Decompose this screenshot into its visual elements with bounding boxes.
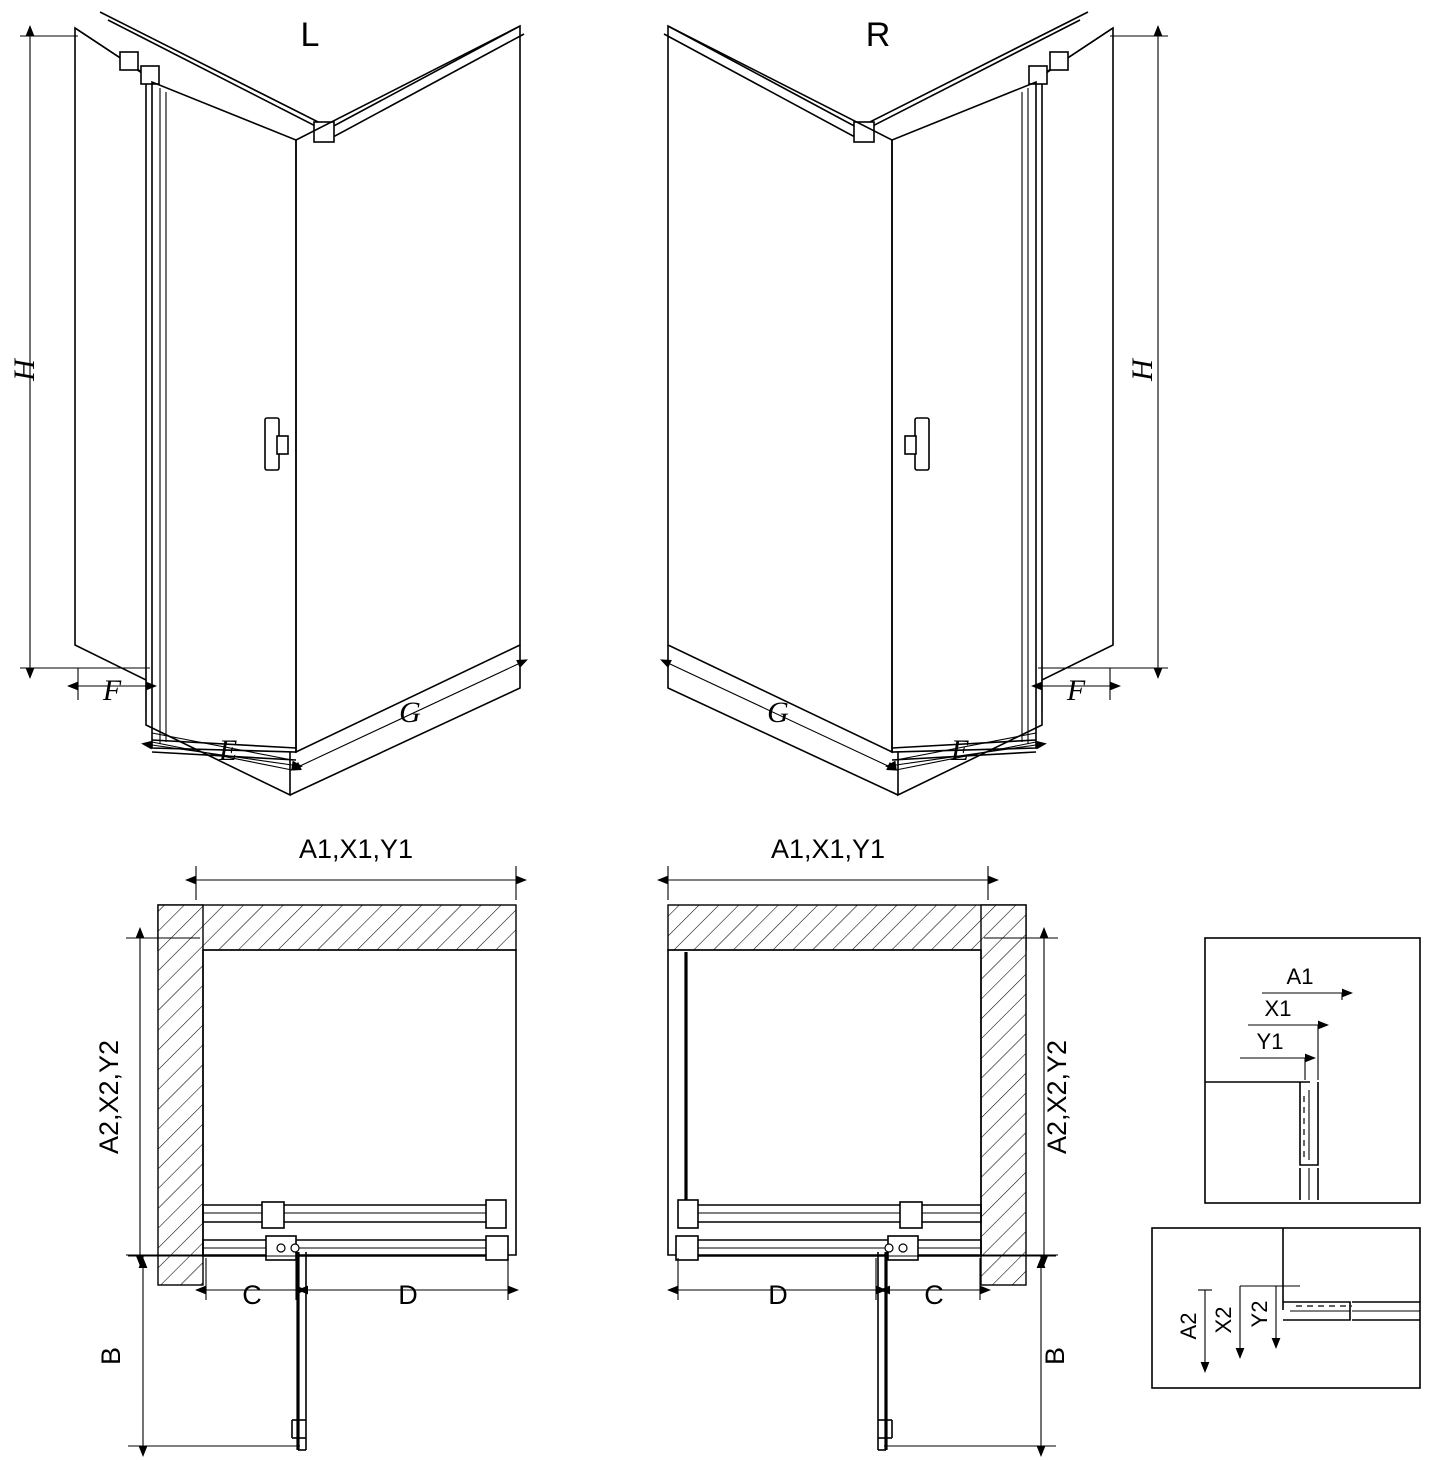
detail-view-top [1205,938,1420,1203]
plan-view-left [94,834,516,1450]
iso-left-label-e: E [218,734,238,767]
plan-view-right [668,834,1072,1450]
plan-left-side-dim: A2,X2,Y2 [94,1039,124,1155]
door-handle-right [905,418,929,470]
iso-right-title: R [865,16,891,54]
plan-right-dim-b: B [1040,1346,1070,1366]
plan-left-dim-b: B [96,1346,126,1366]
iso-right-height-label: H [1126,359,1159,381]
detail-top-label-x1: X1 [1264,996,1292,1021]
iso-left-label-g: G [399,696,421,729]
plan-right-dim-d: D [768,1280,788,1310]
iso-left-title: L [300,16,320,54]
detail-top-label-y1: Y1 [1256,1029,1284,1054]
detail-bottom-label-x2: X2 [1211,1306,1236,1334]
iso-right-label-e: E [950,734,970,767]
plan-left-dim-d: D [398,1280,418,1310]
iso-view-right [664,12,1168,795]
plan-right-dim-c: C [924,1280,944,1310]
iso-left-label-f: F [102,674,122,707]
detail-bottom-label-y2: Y2 [1247,1300,1272,1328]
iso-right-label-f: F [1066,674,1086,707]
iso-left-height-label: H [8,359,41,381]
detail-view-bottom [1152,1228,1420,1388]
plan-right-top-dim: A1,X1,Y1 [770,834,886,864]
door-handle-left [265,418,288,470]
detail-top-label-a1: A1 [1286,964,1314,989]
plan-left-top-dim: A1,X1,Y1 [298,834,414,864]
detail-bottom-label-a2: A2 [1176,1312,1201,1340]
iso-right-label-g: G [767,696,789,729]
iso-view-left [8,12,524,795]
plan-right-side-dim: A2,X2,Y2 [1042,1039,1072,1155]
plan-left-dim-c: C [242,1280,262,1310]
